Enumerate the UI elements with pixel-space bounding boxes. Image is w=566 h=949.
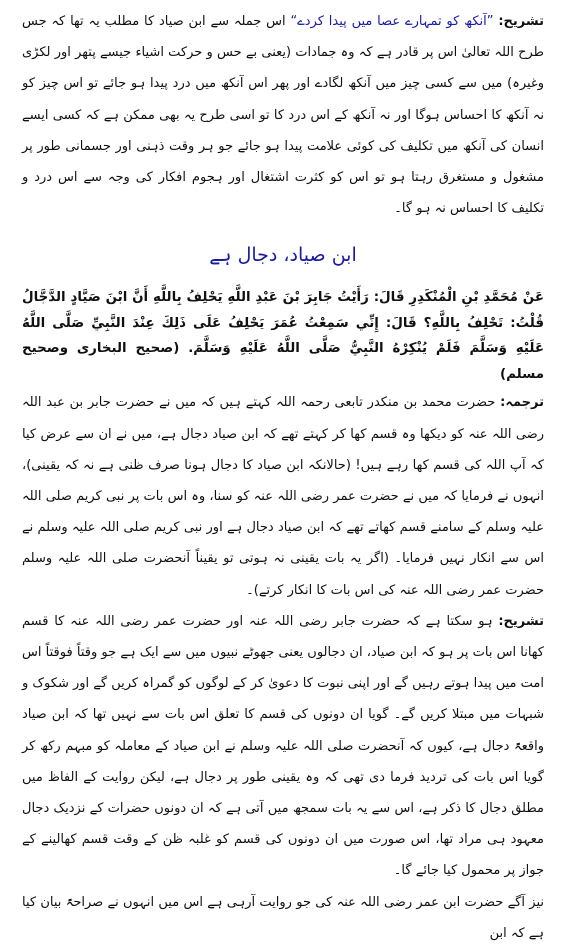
commentary-paragraph-2 [22,606,544,887]
document-page [22,6,544,949]
commentary-text: اس جملہ سے ابن صیاد کا مطلب یہ تھا کہ جس طرح اللہ تعالیٰ اس پر قادر ہے کہ وہ جمادات (یعنی بے حس و حرکت اشیاء جیسے پتھر اور لکڑی وغیرہ) میں سے کسی چیز میں آنکھ لگادے اور پھر اس آنکھ میں درد پیدا ہو جائے تو اس چیز کو نہ آنکھ کا احساس ہوگا اور نہ آنکھ کے اس درد کا تو اسی طرح یہ بھی ممکن ہے کہ کسی ایسے انسان کی آنکھ میں تکلیف کی کوئی علامت پیدا ہو جائے جو ہر وقت ذہنی اور جسمانی طور پر مشغول و مستغرق رہتا ہو تو اس کو کثرت اشتغال اور ہجوم افکار کی وجہ سے اس درد و تکلیف کا احساس نہ ہو گا۔ [22,14,544,217]
continuation-text: نیز آگے حضرت ابن عمر رضی اللہ عنہ کی جو روایت آرہی ہے اس میں انہوں نے صراحۃً بیان کیا ہے کہ ابن [22,894,544,941]
translation-paragraph [22,387,544,605]
section-heading: ابن صیاد، دجال ہے [209,244,357,267]
quoted-phrase: ”آنکھ کو تمہارے عصا میں پیدا کردے“ [290,14,494,29]
commentary-text-2: ہو سکتا ہے کہ حضرت جابر رضی اللہ عنہ اور حضرت عمر رضی اللہ عنہ کا قسم کھانا اس بات پر ہو کہ ابن صیاد، ان دجالوں یعنی جھوٹے نبیوں میں سے ایک ہے جو وقتاً فوقتاً اس امت میں پیدا ہوتے رہیں گے اور اپنی نبوت کا دعویٰ کر کے لوگوں کو گمراہ کریں گے اور شکوک و شبہات میں مبتلا کریں گے۔ گویا ان دونوں کی قسم کا تعلق اس بات سے نہیں تھا کہ ابن صیاد واقعۃً دجال ہے، کیوں کہ آنحضرت صلی اللہ علیہ وسلم نے ابن صیاد کے معاملہ کو مبہم رکھ کر گویا اس بات کی تردید فرما دی تھی کہ وہ یقینی طور پر دجال ہے، لیکن روایت کے الفاظ میں مطلق دجال کا ذکر ہے، اس سے یہ بات سمجھ میں آتی ہے کہ ان دونوں حضرات کے نزدیک دجال معہود ہی مراد تھا، اس صورت میں ان دونوں کی قسم کو غلبہ ظن کے وقت قسم کھالینے کے جواز پر محمول کیا جائے گا۔ [22,613,544,879]
commentary-paragraph-1 [22,6,544,224]
hadith-arabic-text [22,285,544,387]
hadith-text: عَنْ مُحَمَّدِ بْنِ الْمُنْكَدِرِ قَالَ: رَأَيْتُ جَابِرَ بْنَ عَبْدِ اللَّهِ يَحْلِفُ بِاللَّهِ أَنَّ ابْنَ صَيَّادٍ الدَّجَّالُ قُلْتُ: تَحْلِفُ بِاللَّهِ؟ قَالَ: إِنِّي سَمِعْتُ عُمَرَ يَحْلِفُ عَلَى ذَلِكَ عِنْدَ النَّبِيِّ صَلَّى اللَّهُ عَلَيْهِ وَسَلَّمَ فَلَمْ يُنْكِرْهُ النَّبِيُّ صَلَّى اللَّهُ عَلَيْهِ وَسَلَّمَ. [22,290,544,357]
continuation-paragraph [22,887,544,949]
commentary-label: تشریح: [498,14,544,29]
hadith-source: (صحيح البخاری وصحيح مسلم) [22,341,544,382]
translation-text: حضرت محمد بن منکدر تابعی رحمہ اللہ کہتے ہیں کہ میں نے حضرت جابر بن عبد اللہ رضی اللہ عنہ کو دیکھا وہ قسم کھا کر کہتے تھے کہ ابن صیاد دجال ہے، میں نے ان سے عرض کیا کہ آپ اللہ کی قسم کھا رہے ہیں! (حالانکہ ابن صیاد کا دجال ہونا صرف ظنی ہے نہ کہ یقینی)، انہوں نے فرمایا کہ میں نے حضرت عمر رضی اللہ عنہ کو سنا، وہ اس بات پر نبی کریم صلی اللہ علیہ وسلم کے سامنے قسم کھاتے تھے کہ ابن صیاد دجال ہے اور نبی کریم صلی اللہ علیہ وسلم نے اس سے انکار نہیں فرمایا۔ (اگر یہ بات یقینی نہ ہوتی تو یقیناً آنحضرت صلی اللہ علیہ وسلم حضرت عمر رضی اللہ عنہ کی اس بات کا انکار کرتے)۔ [22,395,544,598]
translation-label: ترجمہ: [500,395,544,411]
commentary-label-2: تشریح: [498,613,544,629]
